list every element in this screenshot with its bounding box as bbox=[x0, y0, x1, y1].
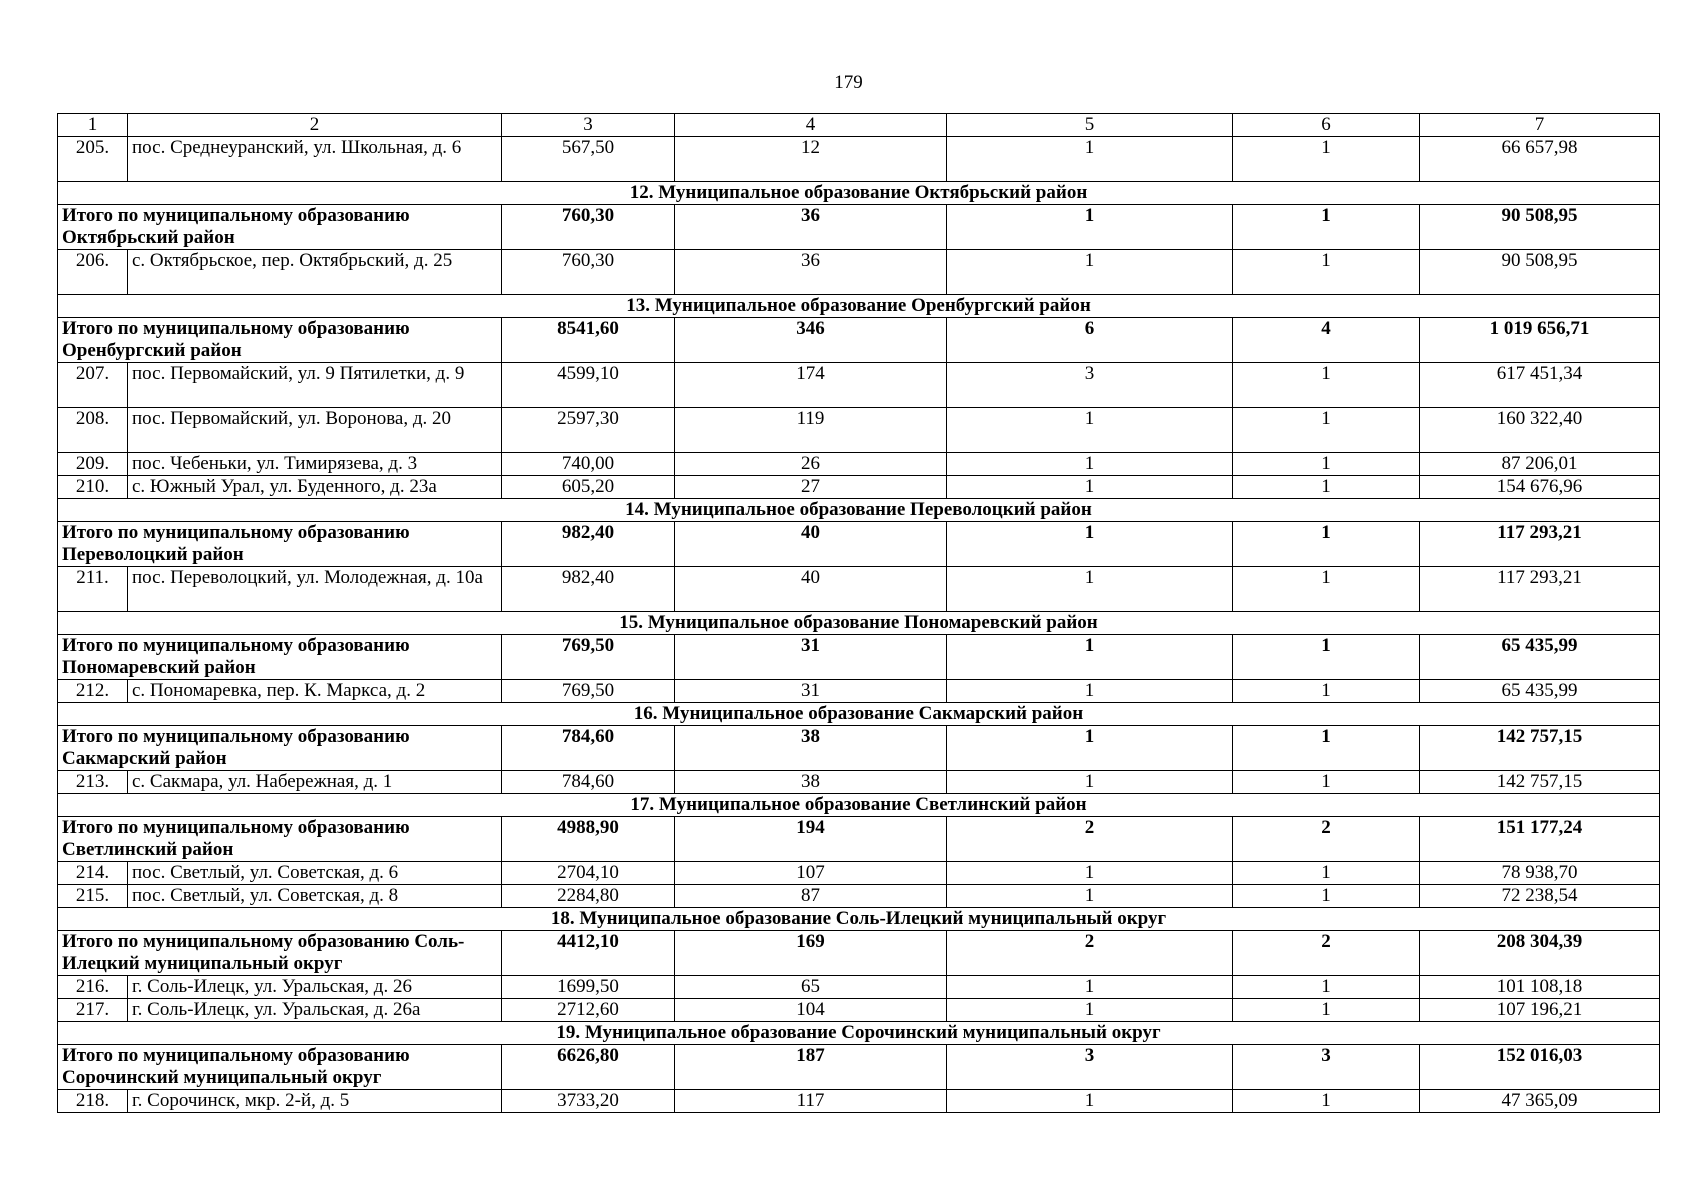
col6-cell: 1 bbox=[1233, 408, 1420, 453]
area-cell: 6626,80 bbox=[502, 1045, 675, 1090]
row-number: 209. bbox=[58, 453, 128, 476]
count-cell: 169 bbox=[675, 931, 947, 976]
address-cell: с. Южный Урал, ул. Буденного, д. 23а bbox=[128, 476, 502, 499]
area-cell: 567,50 bbox=[502, 137, 675, 182]
row-number: 218. bbox=[58, 1090, 128, 1113]
amount-cell: 101 108,18 bbox=[1420, 976, 1660, 999]
col5-cell: 1 bbox=[947, 522, 1233, 567]
table-row bbox=[58, 137, 1660, 182]
address-cell: с. Октябрьское, пер. Октябрьский, д. 25 bbox=[128, 250, 502, 295]
column-header: 7 bbox=[1420, 114, 1660, 137]
table-row bbox=[58, 680, 1660, 703]
subtotal-row bbox=[58, 522, 1660, 567]
col6-cell: 1 bbox=[1233, 771, 1420, 794]
amount-cell: 107 196,21 bbox=[1420, 999, 1660, 1022]
count-cell: 65 bbox=[675, 976, 947, 999]
area-cell: 4412,10 bbox=[502, 931, 675, 976]
address-cell: г. Сорочинск, мкр. 2-й, д. 5 bbox=[128, 1090, 502, 1113]
area-cell: 769,50 bbox=[502, 635, 675, 680]
col6-cell: 1 bbox=[1233, 522, 1420, 567]
count-cell: 31 bbox=[675, 680, 947, 703]
table-row bbox=[58, 408, 1660, 453]
col6-cell: 1 bbox=[1233, 137, 1420, 182]
col5-cell: 1 bbox=[947, 726, 1233, 771]
count-cell: 40 bbox=[675, 522, 947, 567]
address-cell: пос. Светлый, ул. Советская, д. 6 bbox=[128, 862, 502, 885]
area-cell: 4599,10 bbox=[502, 363, 675, 408]
subtotal-label: Итого по муниципальному образованию Оренбургский район bbox=[58, 318, 502, 363]
count-cell: 119 bbox=[675, 408, 947, 453]
count-cell: 27 bbox=[675, 476, 947, 499]
table-row bbox=[58, 250, 1660, 295]
count-cell: 40 bbox=[675, 567, 947, 612]
col5-cell: 1 bbox=[947, 635, 1233, 680]
col6-cell: 1 bbox=[1233, 476, 1420, 499]
amount-cell: 117 293,21 bbox=[1420, 522, 1660, 567]
row-number: 214. bbox=[58, 862, 128, 885]
col5-cell: 1 bbox=[947, 999, 1233, 1022]
section-title: 14. Муниципальное образование Переволоцкий район bbox=[58, 499, 1660, 522]
subtotal-row bbox=[58, 817, 1660, 862]
col6-cell: 2 bbox=[1233, 817, 1420, 862]
count-cell: 26 bbox=[675, 453, 947, 476]
column-header: 1 bbox=[58, 114, 128, 137]
amount-cell: 142 757,15 bbox=[1420, 771, 1660, 794]
subtotal-label: Итого по муниципальному образованию Сорочинский муниципальный округ bbox=[58, 1045, 502, 1090]
column-header: 4 bbox=[675, 114, 947, 137]
address-cell: г. Соль-Илецк, ул. Уральская, д. 26 bbox=[128, 976, 502, 999]
col5-cell: 1 bbox=[947, 680, 1233, 703]
count-cell: 174 bbox=[675, 363, 947, 408]
row-number: 205. bbox=[58, 137, 128, 182]
col6-cell: 1 bbox=[1233, 453, 1420, 476]
amount-cell: 90 508,95 bbox=[1420, 205, 1660, 250]
col5-cell: 1 bbox=[947, 976, 1233, 999]
col6-cell: 1 bbox=[1233, 680, 1420, 703]
table-row bbox=[58, 999, 1660, 1022]
col5-cell: 3 bbox=[947, 363, 1233, 408]
col5-cell: 1 bbox=[947, 408, 1233, 453]
count-cell: 187 bbox=[675, 1045, 947, 1090]
section-header-row bbox=[58, 295, 1660, 318]
row-number: 206. bbox=[58, 250, 128, 295]
section-title: 16. Муниципальное образование Сакмарский район bbox=[58, 703, 1660, 726]
col6-cell: 1 bbox=[1233, 885, 1420, 908]
amount-cell: 90 508,95 bbox=[1420, 250, 1660, 295]
amount-cell: 160 322,40 bbox=[1420, 408, 1660, 453]
area-cell: 760,30 bbox=[502, 205, 675, 250]
table-row bbox=[58, 885, 1660, 908]
amount-cell: 66 657,98 bbox=[1420, 137, 1660, 182]
column-header-row bbox=[58, 114, 1660, 137]
amount-cell: 1 019 656,71 bbox=[1420, 318, 1660, 363]
col5-cell: 1 bbox=[947, 250, 1233, 295]
area-cell: 784,60 bbox=[502, 726, 675, 771]
area-cell: 982,40 bbox=[502, 522, 675, 567]
subtotal-row bbox=[58, 318, 1660, 363]
row-number: 211. bbox=[58, 567, 128, 612]
data-table bbox=[57, 113, 1660, 1113]
address-cell: пос. Переволоцкий, ул. Молодежная, д. 10а bbox=[128, 567, 502, 612]
amount-cell: 151 177,24 bbox=[1420, 817, 1660, 862]
column-header: 2 bbox=[128, 114, 502, 137]
count-cell: 104 bbox=[675, 999, 947, 1022]
col5-cell: 2 bbox=[947, 817, 1233, 862]
section-header-row bbox=[58, 182, 1660, 205]
col6-cell: 1 bbox=[1233, 363, 1420, 408]
address-cell: пос. Первомайский, ул. 9 Пятилетки, д. 9 bbox=[128, 363, 502, 408]
amount-cell: 78 938,70 bbox=[1420, 862, 1660, 885]
amount-cell: 208 304,39 bbox=[1420, 931, 1660, 976]
section-header-row bbox=[58, 794, 1660, 817]
count-cell: 38 bbox=[675, 771, 947, 794]
subtotal-label: Итого по муниципальному образованию Сакмарский район bbox=[58, 726, 502, 771]
section-header-row bbox=[58, 499, 1660, 522]
section-header-row bbox=[58, 612, 1660, 635]
area-cell: 8541,60 bbox=[502, 318, 675, 363]
col5-cell: 1 bbox=[947, 453, 1233, 476]
area-cell: 769,50 bbox=[502, 680, 675, 703]
column-header: 6 bbox=[1233, 114, 1420, 137]
address-cell: пос. Среднеуранский, ул. Школьная, д. 6 bbox=[128, 137, 502, 182]
count-cell: 38 bbox=[675, 726, 947, 771]
count-cell: 346 bbox=[675, 318, 947, 363]
column-header: 5 bbox=[947, 114, 1233, 137]
area-cell: 1699,50 bbox=[502, 976, 675, 999]
row-number: 215. bbox=[58, 885, 128, 908]
section-title: 18. Муниципальное образование Соль-Илецкий муниципальный округ bbox=[58, 908, 1660, 931]
col6-cell: 1 bbox=[1233, 976, 1420, 999]
address-cell: с. Пономаревка, пер. К. Маркса, д. 2 bbox=[128, 680, 502, 703]
amount-cell: 617 451,34 bbox=[1420, 363, 1660, 408]
col5-cell: 3 bbox=[947, 1045, 1233, 1090]
amount-cell: 47 365,09 bbox=[1420, 1090, 1660, 1113]
col6-cell: 1 bbox=[1233, 567, 1420, 612]
row-number: 208. bbox=[58, 408, 128, 453]
row-number: 217. bbox=[58, 999, 128, 1022]
table-row bbox=[58, 862, 1660, 885]
count-cell: 107 bbox=[675, 862, 947, 885]
amount-cell: 65 435,99 bbox=[1420, 680, 1660, 703]
address-cell: пос. Светлый, ул. Советская, д. 8 bbox=[128, 885, 502, 908]
col5-cell: 1 bbox=[947, 137, 1233, 182]
area-cell: 2712,60 bbox=[502, 999, 675, 1022]
subtotal-row bbox=[58, 931, 1660, 976]
subtotal-row bbox=[58, 635, 1660, 680]
subtotal-row bbox=[58, 726, 1660, 771]
address-cell: г. Соль-Илецк, ул. Уральская, д. 26а bbox=[128, 999, 502, 1022]
section-title: 12. Муниципальное образование Октябрьский район bbox=[58, 182, 1660, 205]
subtotal-label: Итого по муниципальному образованию Светлинский район bbox=[58, 817, 502, 862]
section-header-row bbox=[58, 703, 1660, 726]
col6-cell: 1 bbox=[1233, 862, 1420, 885]
table-row bbox=[58, 1090, 1660, 1113]
col6-cell: 1 bbox=[1233, 205, 1420, 250]
col6-cell: 1 bbox=[1233, 635, 1420, 680]
col5-cell: 1 bbox=[947, 567, 1233, 612]
amount-cell: 65 435,99 bbox=[1420, 635, 1660, 680]
section-title: 13. Муниципальное образование Оренбургский район bbox=[58, 295, 1660, 318]
area-cell: 982,40 bbox=[502, 567, 675, 612]
row-number: 207. bbox=[58, 363, 128, 408]
address-cell: с. Сакмара, ул. Набережная, д. 1 bbox=[128, 771, 502, 794]
subtotal-row bbox=[58, 205, 1660, 250]
col5-cell: 1 bbox=[947, 862, 1233, 885]
amount-cell: 142 757,15 bbox=[1420, 726, 1660, 771]
page-number: 179 bbox=[834, 72, 863, 93]
col5-cell: 1 bbox=[947, 885, 1233, 908]
subtotal-row bbox=[58, 1045, 1660, 1090]
col5-cell: 1 bbox=[947, 771, 1233, 794]
address-cell: пос. Чебеньки, ул. Тимирязева, д. 3 bbox=[128, 453, 502, 476]
subtotal-label: Итого по муниципальному образованию Соль-Илецкий муниципальный округ bbox=[58, 931, 502, 976]
table-row bbox=[58, 771, 1660, 794]
col6-cell: 1 bbox=[1233, 1090, 1420, 1113]
amount-cell: 117 293,21 bbox=[1420, 567, 1660, 612]
table-row bbox=[58, 453, 1660, 476]
col5-cell: 1 bbox=[947, 205, 1233, 250]
col6-cell: 3 bbox=[1233, 1045, 1420, 1090]
subtotal-label: Итого по муниципальному образованию Октябрьский район bbox=[58, 205, 502, 250]
area-cell: 3733,20 bbox=[502, 1090, 675, 1113]
count-cell: 194 bbox=[675, 817, 947, 862]
row-number: 212. bbox=[58, 680, 128, 703]
row-number: 210. bbox=[58, 476, 128, 499]
amount-cell: 72 238,54 bbox=[1420, 885, 1660, 908]
area-cell: 2284,80 bbox=[502, 885, 675, 908]
table-row bbox=[58, 567, 1660, 612]
col6-cell: 4 bbox=[1233, 318, 1420, 363]
col5-cell: 1 bbox=[947, 476, 1233, 499]
table-row bbox=[58, 363, 1660, 408]
table-body bbox=[58, 114, 1660, 1113]
count-cell: 87 bbox=[675, 885, 947, 908]
area-cell: 605,20 bbox=[502, 476, 675, 499]
column-header: 3 bbox=[502, 114, 675, 137]
area-cell: 2704,10 bbox=[502, 862, 675, 885]
row-number: 216. bbox=[58, 976, 128, 999]
subtotal-label: Итого по муниципальному образованию Переволоцкий район bbox=[58, 522, 502, 567]
count-cell: 12 bbox=[675, 137, 947, 182]
section-header-row bbox=[58, 908, 1660, 931]
address-cell: пос. Первомайский, ул. Воронова, д. 20 bbox=[128, 408, 502, 453]
area-cell: 740,00 bbox=[502, 453, 675, 476]
count-cell: 117 bbox=[675, 1090, 947, 1113]
area-cell: 784,60 bbox=[502, 771, 675, 794]
count-cell: 36 bbox=[675, 250, 947, 295]
amount-cell: 154 676,96 bbox=[1420, 476, 1660, 499]
count-cell: 36 bbox=[675, 205, 947, 250]
area-cell: 4988,90 bbox=[502, 817, 675, 862]
table-row bbox=[58, 476, 1660, 499]
col6-cell: 1 bbox=[1233, 726, 1420, 771]
subtotal-label: Итого по муниципальному образованию Пономаревский район bbox=[58, 635, 502, 680]
table-row bbox=[58, 976, 1660, 999]
col5-cell: 2 bbox=[947, 931, 1233, 976]
col6-cell: 1 bbox=[1233, 250, 1420, 295]
col5-cell: 6 bbox=[947, 318, 1233, 363]
row-number: 213. bbox=[58, 771, 128, 794]
section-header-row bbox=[58, 1022, 1660, 1045]
col5-cell: 1 bbox=[947, 1090, 1233, 1113]
count-cell: 31 bbox=[675, 635, 947, 680]
col6-cell: 1 bbox=[1233, 999, 1420, 1022]
section-title: 15. Муниципальное образование Пономаревский район bbox=[58, 612, 1660, 635]
amount-cell: 152 016,03 bbox=[1420, 1045, 1660, 1090]
section-title: 19. Муниципальное образование Сорочинский муниципальный округ bbox=[58, 1022, 1660, 1045]
area-cell: 2597,30 bbox=[502, 408, 675, 453]
area-cell: 760,30 bbox=[502, 250, 675, 295]
col6-cell: 2 bbox=[1233, 931, 1420, 976]
section-title: 17. Муниципальное образование Светлинский район bbox=[58, 794, 1660, 817]
amount-cell: 87 206,01 bbox=[1420, 453, 1660, 476]
